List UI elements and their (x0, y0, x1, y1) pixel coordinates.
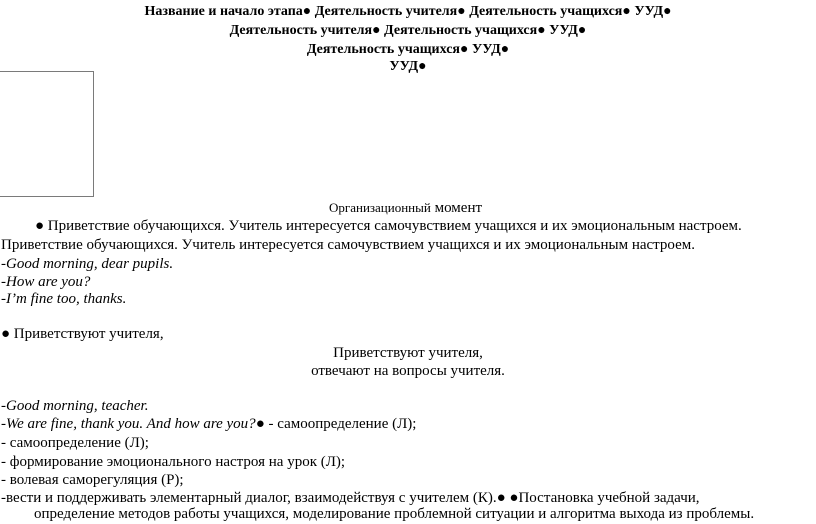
header-line-3: Деятельность учащихся● УУД● (306, 42, 510, 57)
header-line-4: УУД● (389, 59, 427, 74)
teacher-bullet-line: ● Приветствие обучающихся. Учитель интересуется самочувствием учащихся и их эмоциональным настроем. (35, 218, 742, 234)
dialog-line-3: -I’m fine too, thanks. (1, 291, 127, 307)
students-centered-2: отвечают на вопросы учителя. (311, 363, 505, 379)
uud-item-1: - самоопределение (Л); (1, 435, 149, 451)
empty-frame (0, 71, 94, 197)
student-reply-1: -Good morning, teacher. (1, 398, 149, 414)
stage-title (329, 198, 482, 218)
student-reply-2-rest: ● - самоопределение (Л); (255, 416, 417, 432)
uud-item-2: - формирование эмоционального настроя на урок (Л); (1, 454, 346, 470)
uud-item-4: -вести и поддерживать элементарный диалог, взаимодействуя с учителем (К).● ●Постановка учебной задачи, (1, 490, 700, 506)
header-line-1: Название и начало этапа● Деятельность учителя● Деятельность учащихся● УУД● (144, 4, 672, 19)
students-bullet-line: ● Приветствуют учителя, (1, 326, 164, 342)
next-stage-line: определение методов работы учащихся, моделирование проблемной ситуации и алгоритма выхода из проблемы. (34, 506, 755, 522)
dialog-line-1: -Good morning, dear pupils. (1, 256, 174, 272)
header-line-2: Деятельность учителя● Деятельность учащихся● УУД● (229, 23, 587, 38)
students-centered-1: Приветствуют учителя, (333, 345, 483, 361)
teacher-plain-line: Приветствие обучающихся. Учитель интересуется самочувствием учащихся и их эмоциональным настроем. (1, 237, 695, 253)
stage-title-word-1: Организационный (329, 200, 431, 215)
dialog-line-2: -How are you? (1, 274, 91, 290)
stage-title-word-2: момент (434, 200, 483, 216)
uud-item-3: - волевая саморегуляция (Р); (1, 472, 184, 488)
student-reply-2 (1, 415, 416, 434)
student-reply-2-italic: -We are fine, thank you. And how are you? (1, 416, 256, 432)
